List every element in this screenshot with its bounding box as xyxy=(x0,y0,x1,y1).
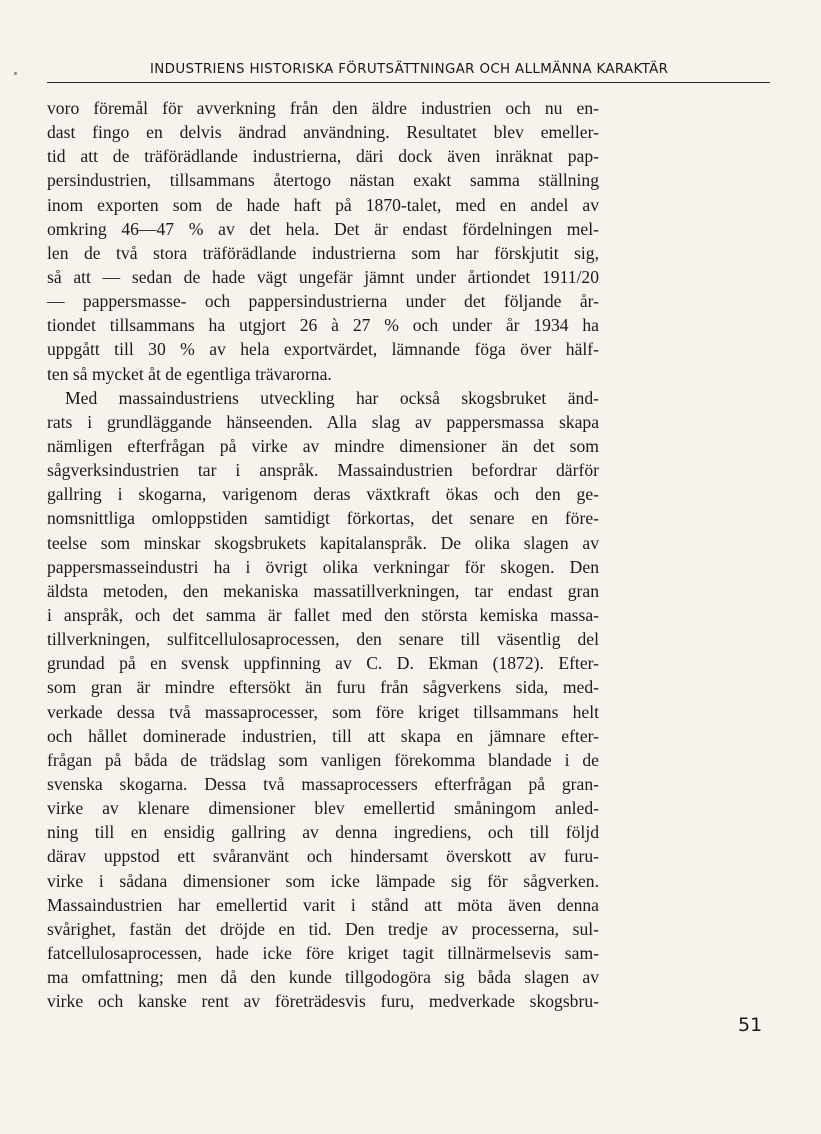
text-line: Med massaindustriens utveckling har också skogsbruket änd- xyxy=(65,387,599,408)
text-line: rats i grundläggande hänseenden. Alla slag av pappersmassa skapa xyxy=(47,411,599,432)
page-number: 51 xyxy=(738,1014,763,1036)
text-line: ning till en ensidig gallring av denna ingrediens, och till följd xyxy=(47,822,599,843)
text-line: persindustrien, tillsammans återtogo nästan exakt samma ställning xyxy=(47,170,599,191)
text-line: virke av klenare dimensioner blev emellertid småningom anled- xyxy=(47,798,599,819)
text-line: svårighet, fastän det dröjde en tid. Den tredje av processerna, sul- xyxy=(47,918,599,939)
text-line: ma omfattning; men då den kunde tillgodogöra sig båda slagen av xyxy=(47,967,599,988)
text-line: som gran är mindre eftersökt än furu från sågverkens sida, med- xyxy=(47,677,599,698)
text-line: pappersmasseindustri ha i övrigt olika verkningar för skogen. Den xyxy=(47,556,599,577)
text-line: grundad på en svensk uppfinning av C. D. Ekman (1872). Efter- xyxy=(47,653,599,674)
text-line: i anspråk, och det samma är fallet med den största kemiska massa- xyxy=(47,604,599,625)
text-line: dast fingo en delvis ändrad användning. Resultatet blev emeller- xyxy=(47,122,599,143)
text-line: sågverksindustrien tar i anspråk. Massaindustrien befordrar därför xyxy=(47,460,599,481)
text-line: verkade dessa två massaprocesser, som före kriget tillsammans helt xyxy=(47,701,599,722)
text-line: fatcellulosaprocessen, hade icke före kriget tagit tillnärmelsevis sam- xyxy=(47,942,599,963)
margin-speck xyxy=(14,72,17,75)
body-text xyxy=(47,96,599,1013)
text-line: ten så mycket åt de egentliga trävarorna. xyxy=(47,363,332,384)
text-line: och hållet dominerade industrien, till att skapa en jämnare efter- xyxy=(47,725,599,746)
text-line: så att — sedan de hade vägt ungefär jämnt under årtiondet 1911/20 xyxy=(47,266,599,287)
text-line: inom exporten som de hade haft på 1870-talet, med en andel av xyxy=(47,194,599,215)
text-line: gallring i skogarna, varigenom deras växtkraft ökas och den ge- xyxy=(47,484,599,505)
text-line: nomsnittliga omloppstiden samtidigt förkortas, det senare en före- xyxy=(47,508,599,529)
text-line: frågan på båda de trädslag som vanligen förekomma blandade i de xyxy=(47,749,599,770)
running-header-title: INDUSTRIENS HISTORISKA FÖRUTSÄTTNINGAR OCH ALLMÄNNA KARAKTÄR xyxy=(150,62,669,77)
text-line: svenska skogarna. Dessa två massaprocessers efterfrågan på gran- xyxy=(47,773,599,794)
text-line: äldsta metoden, den mekaniska massatillverkningen, tar endast gran xyxy=(47,580,599,601)
text-line: Massaindustrien har emellertid varit i stånd att möta även denna xyxy=(47,894,599,915)
text-line: virke i sådana dimensioner som icke lämpade sig för sågverken. xyxy=(47,870,599,891)
text-line: därav uppstod ett svåranvänt och hindersamt överskott av furu- xyxy=(47,846,599,867)
text-line: uppgått till 30 % av hela exportvärdet, lämnande föga över hälf- xyxy=(47,339,599,360)
text-line: tillverkningen, sulfitcellulosaprocessen, den senare till väsentlig del xyxy=(47,629,599,650)
header-rule xyxy=(47,82,770,83)
text-line: tid att de träförädlande industrierna, däri dock även inräknat pap- xyxy=(47,146,599,167)
text-line: voro föremål för avverkning från den äldre industrien och nu en- xyxy=(47,98,599,118)
text-line: teelse som minskar skogsbrukets kapitalanspråk. De olika slagen av xyxy=(47,532,599,553)
text-line: nämligen efterfrågan på virke av mindre dimensioner än det som xyxy=(47,435,599,456)
text-line: tiondet tillsammans ha utgjort 26 à 27 % och under år 1934 ha xyxy=(47,315,599,336)
text-line: omkring 46—47 % av det hela. Det är endast fördelningen mel- xyxy=(47,218,599,239)
text-line: — pappersmasse- och pappersindustrierna under det följande år- xyxy=(47,291,599,312)
text-line: virke och kanske rent av företrädesvis furu, medverkade skogsbru- xyxy=(47,991,599,1012)
text-line: len de två stora träförädlande industrierna som har förskjutit sig, xyxy=(47,242,599,263)
